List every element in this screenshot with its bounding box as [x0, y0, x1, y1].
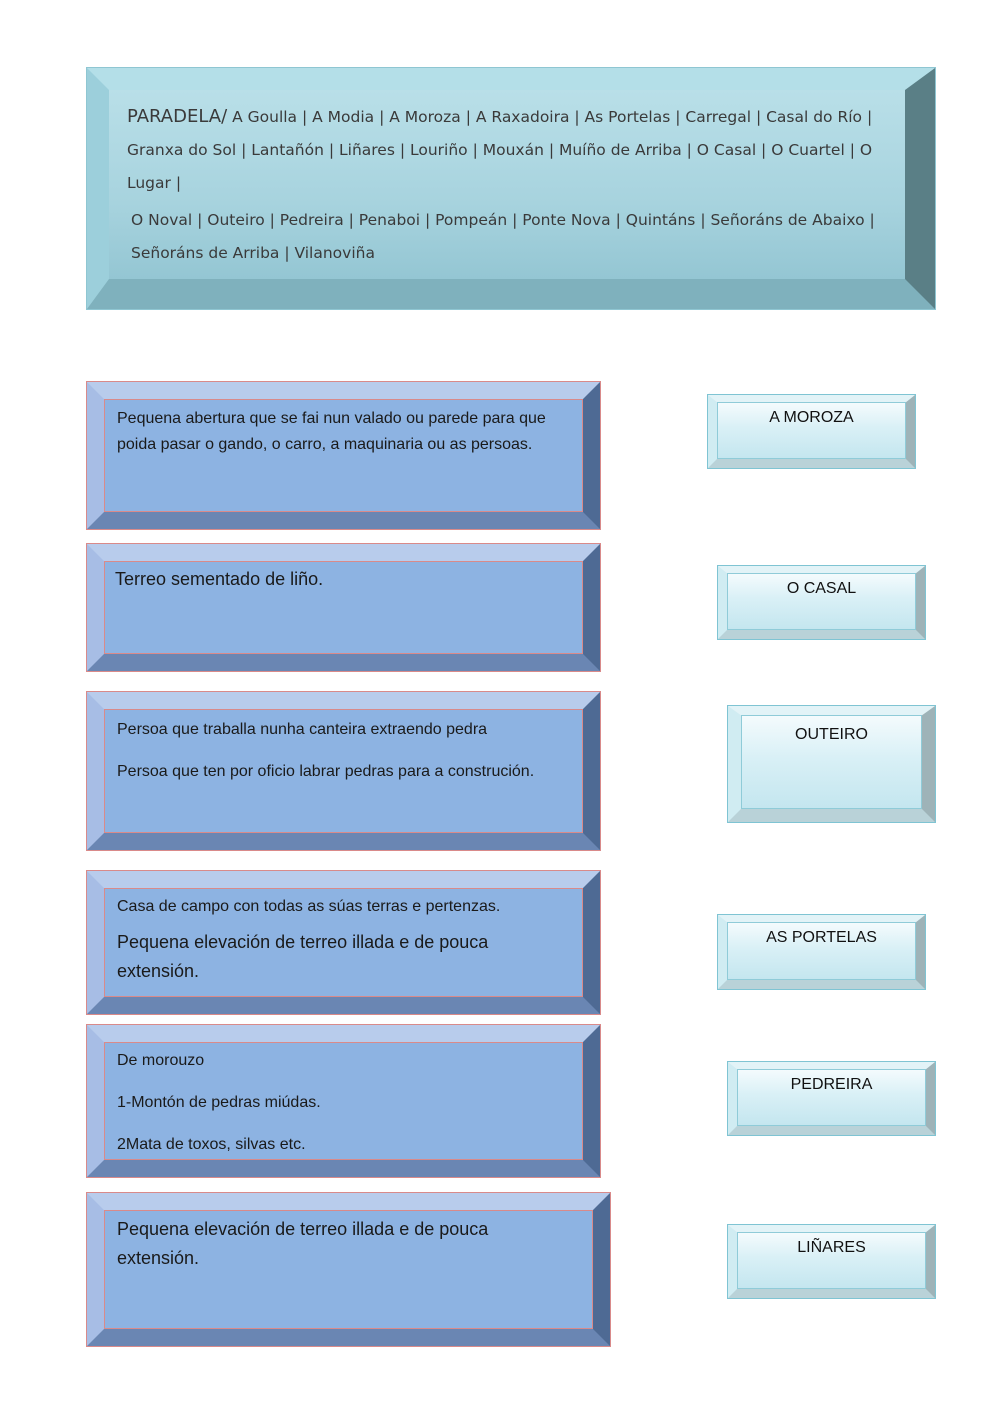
label-outeiro[interactable]	[728, 706, 935, 822]
definition-box-3[interactable]	[87, 692, 600, 850]
label-o-casal-text: O CASAL	[728, 574, 915, 629]
definition-5-text-3: 2Mata de toxos, silvas etc.	[117, 1136, 306, 1153]
definition-4-text-2: Pequena elevación de terreo illada e de pouca extensión.	[117, 932, 489, 981]
place-names-content	[109, 90, 905, 279]
place-names-lead: PARADELA/	[127, 106, 228, 127]
definition-2-text-1: Terreo sementado de liño.	[115, 569, 324, 589]
label-linares-text: LIÑARES	[738, 1233, 925, 1288]
definition-5-text-2: 1-Montón de pedras miúdas.	[117, 1094, 321, 1111]
place-names-list-1: A Goulla | A Modia | A Moroza | A Raxadoira | As Portelas | Carregal | Casal do Río | Granxa do Sol | Lantañón | Liñares | Louriño | Mouxán | Muíño de Arriba | O Casal | O Cuartel | O Lugar |	[127, 108, 873, 192]
label-a-moroza-text: A MOROZA	[718, 403, 905, 458]
label-pedreira-text: PEDREIRA	[738, 1070, 925, 1125]
definition-box-6[interactable]	[87, 1193, 610, 1346]
definition-3-text-1: Persoa que traballa nunha canteira extraendo pedra	[117, 721, 488, 738]
label-outeiro-text: OUTEIRO	[742, 716, 921, 808]
label-as-portelas[interactable]	[718, 915, 925, 989]
definition-box-4-content	[105, 889, 582, 996]
place-names-header-box	[87, 68, 935, 309]
definition-6-text-1: Pequena elevación de terreo illada e de pouca extensión.	[117, 1219, 489, 1268]
place-names-line-1	[127, 100, 891, 200]
label-pedreira[interactable]	[728, 1062, 935, 1135]
label-a-moroza[interactable]	[708, 395, 915, 468]
definition-4-text-1: Casa de campo con todas as súas terras e pertenzas.	[117, 898, 501, 915]
label-linares[interactable]	[728, 1225, 935, 1298]
definition-3-text-2: Persoa que ten por oficio labrar pedras para a construción.	[117, 763, 535, 780]
definition-box-3-content	[105, 710, 582, 832]
definition-box-4[interactable]	[87, 871, 600, 1014]
definition-box-5-content	[105, 1043, 582, 1159]
definition-1-text-1: Pequena abertura que se fai nun valado ou parede para que poida pasar o gando, o carro, a maquinaria ou as persoas.	[117, 410, 546, 453]
label-o-casal[interactable]	[718, 566, 925, 639]
definition-box-2-content	[105, 562, 582, 653]
place-names-list-2: O Noval | Outeiro | Pedreira | Penaboi | Pompeán | Ponte Nova | Quintáns | Señoráns de Abaixo | Señoráns de Arriba | Vilanoviña	[131, 211, 875, 262]
definition-box-5[interactable]	[87, 1025, 600, 1177]
definition-5-text-1: De morouzo	[117, 1052, 205, 1069]
label-as-portelas-text: AS PORTELAS	[728, 923, 915, 979]
definition-box-1[interactable]	[87, 382, 600, 529]
definition-box-2[interactable]	[87, 544, 600, 671]
definition-box-6-content	[105, 1211, 592, 1328]
definition-box-1-content	[105, 400, 582, 511]
